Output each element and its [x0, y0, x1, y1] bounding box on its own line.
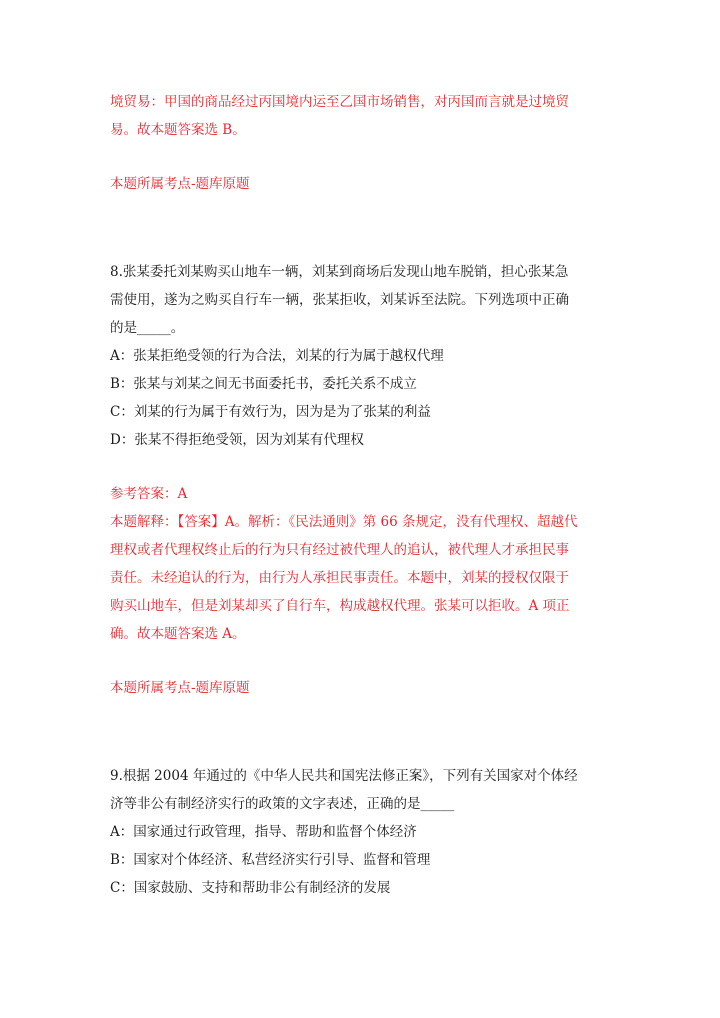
question-stem-line: 的是_____。 — [110, 320, 185, 336]
explanation-line: 易。故本题答案选 B。 — [110, 122, 246, 138]
question-stem-line: 9.根据 2004 年通过的《中华人民共和国宪法修正案》，下列有关国家对个体经 — [110, 768, 578, 784]
question-stem-line: 8.张某委托刘某购买山地车一辆，刘某到商场后发现山地车脱销，担心张某急 — [110, 264, 569, 280]
option-b: B：张某与刘某之间无书面委托书，委托关系不成立 — [110, 376, 417, 392]
explanation-line: 本题解释：【答案】A。解析：《民法通则》第 66 条规定，没有代理权、超越代 — [110, 514, 578, 530]
explanation-line: 责任。未经追认的行为，由行为人承担民事责任。本题中，刘某的授权仅限于 — [110, 570, 569, 586]
question-stem-line: 济等非公有制经济实行的政策的文字表述，正确的是_____ — [110, 796, 455, 812]
source-note: 本题所属考点-题库原题 — [110, 680, 250, 696]
question-stem-line: 需使用，遂为之购买自行车一辆，张某拒收，刘某诉至法院。下列选项中正确 — [110, 292, 569, 308]
option-c: C：国家鼓励、支持和帮助非公有制经济的发展 — [110, 880, 391, 896]
explanation-line: 理权或者代理权终止后的行为只有经过被代理人的追认，被代理人才承担民事 — [110, 542, 569, 558]
answer-explanation — [110, 508, 620, 648]
source-note: 本题所属考点-题库原题 — [110, 176, 250, 192]
option-d: D：张某不得拒绝受领，因为刘某有代理权 — [110, 432, 364, 448]
explanation-line: 确。故本题答案选 A。 — [110, 626, 246, 642]
option-a: A：国家通过行政管理，指导、帮助和监督个体经济 — [110, 824, 417, 840]
previous-explanation — [110, 88, 620, 144]
option-b: B：国家对个体经济、私营经济实行引导、监督和管理 — [110, 852, 431, 868]
question-9 — [110, 762, 620, 902]
explanation-line: 购买山地车，但是刘某却买了自行车，构成越权代理。张某可以拒收。A 项正 — [110, 598, 570, 614]
option-c: C：刘某的行为属于有效行为，因为是为了张某的利益 — [110, 404, 431, 420]
option-a: A：张某拒绝受领的行为合法，刘某的行为属于越权代理 — [110, 348, 444, 364]
explanation-line: 境贸易：甲国的商品经过丙国境内运至乙国市场销售，对丙国而言就是过境贸 — [110, 94, 569, 110]
answer-label: 参考答案：A — [110, 486, 188, 502]
question-8 — [110, 258, 620, 702]
